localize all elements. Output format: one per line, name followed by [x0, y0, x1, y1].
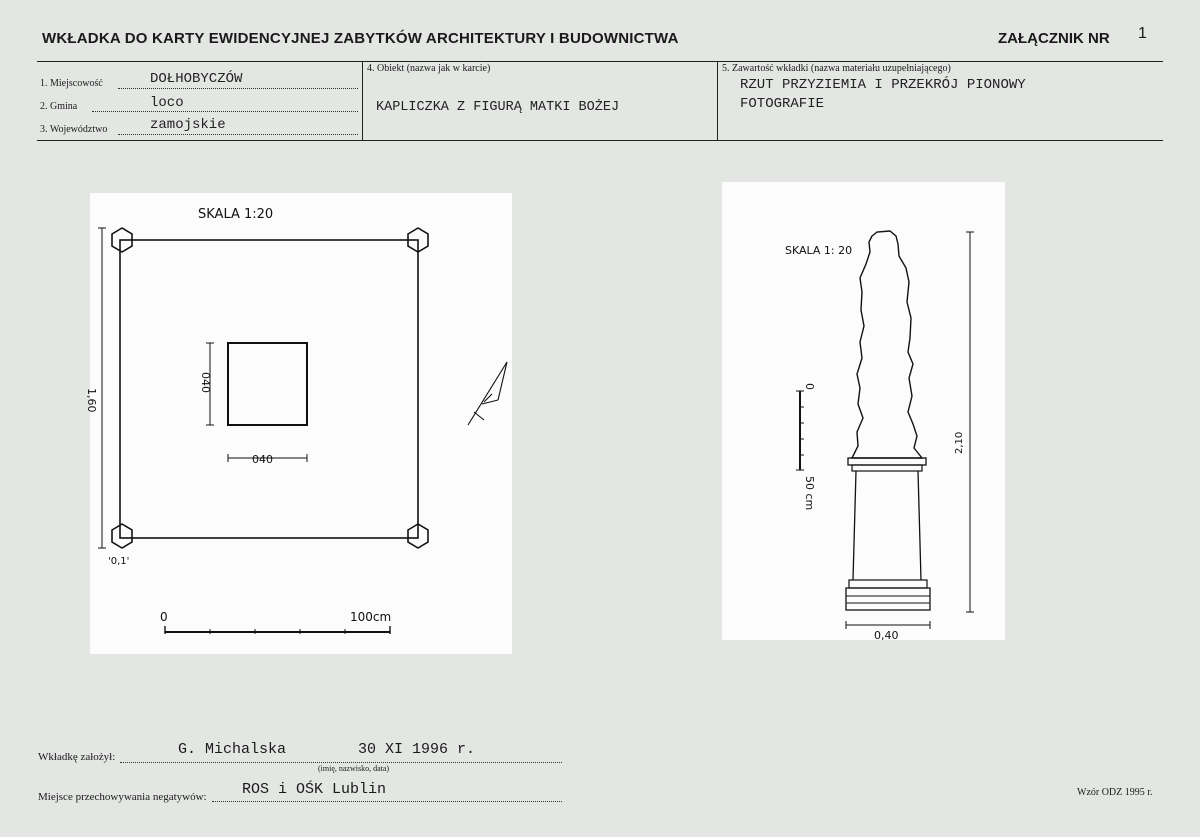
miejsce-label: Miejsce przechowywania negatywów: — [38, 791, 207, 803]
pedestal-shaft-right — [918, 471, 921, 580]
plan-outer-outline — [120, 240, 418, 538]
zalozyl-dotted-line — [120, 762, 562, 763]
pedestal-base-lower — [846, 588, 930, 610]
pedestal-cap — [848, 458, 926, 465]
card-title: WKŁADKA DO KARTY EWIDENCYJNEJ ZABYTKÓW ARCHITEKTURY I BUDOWNICTWA — [42, 30, 679, 47]
zawartosc-label: 5. Zawartość wkładki (nazwa materiału uzupełniającego) — [722, 63, 951, 74]
annex-label: ZAŁĄCZNIK NR — [998, 30, 1110, 47]
obiekt-label: 4. Obiekt (nazwa jak w karcie) — [367, 63, 491, 74]
miejscowosc-label: 1. Miejscowość — [40, 78, 103, 89]
plan-corner-label: '0,1' — [108, 556, 130, 567]
wojewodztwo-label: 3. Województwo — [40, 124, 108, 135]
zalozyl-hint: (imię, nazwisko, data) — [318, 764, 390, 773]
pedestal-base-upper — [849, 580, 927, 588]
gmina-value: loco — [150, 95, 184, 111]
obiekt-value: KAPLICZKA Z FIGURĄ MATKI BOŻEJ — [376, 100, 620, 115]
plan-side-dim-label: 1,60 — [85, 388, 98, 413]
section-scale-label: SKALA 1: 20 — [785, 244, 853, 257]
zalozyl-label: Wkładkę założył: — [38, 751, 116, 763]
template-version: Wzór ODZ 1995 r. — [1077, 787, 1153, 798]
zawartosc-line-2: FOTOGRAFIE — [740, 96, 825, 112]
plan-pedestal-square — [228, 343, 307, 425]
annex-number: 1 — [1138, 25, 1147, 42]
wojewodztwo-value: zamojskie — [150, 117, 226, 133]
section-height-dim-label: 2,10 — [954, 431, 965, 454]
plan-bar-end-label: 100cm — [350, 610, 392, 624]
miejsce-dotted-line — [212, 801, 562, 802]
section-width-dim-label: 0,40 — [874, 629, 899, 642]
zawartosc-line-1: RZUT PRZYZIEMIA I PRZEKRÓJ PIONOWY — [740, 77, 1026, 93]
section-bar-start-label: 0 — [803, 383, 816, 390]
statue-silhouette — [852, 231, 922, 458]
plan-inner-w-dim-label: 040 — [252, 453, 273, 466]
zalozyl-value: G. Michalska 30 XI 1996 r. — [178, 741, 476, 758]
miejsce-value: ROS i OŚK Lublin — [242, 781, 387, 798]
north-arrow-icon — [468, 362, 507, 425]
pedestal-shaft-left — [853, 471, 856, 580]
miejscowosc-value: DOŁHOBYCZÓW — [150, 71, 243, 87]
corner-post-bottom-left — [112, 524, 132, 548]
gmina-label: 2. Gmina — [40, 101, 78, 112]
plan-bar-start-label: 0 — [160, 610, 168, 624]
plan-inner-h-dim-label: 040 — [199, 372, 212, 393]
section-bar-end-label: 50 cm — [803, 476, 816, 511]
plan-scale-label: SKALA 1:20 — [198, 207, 274, 222]
